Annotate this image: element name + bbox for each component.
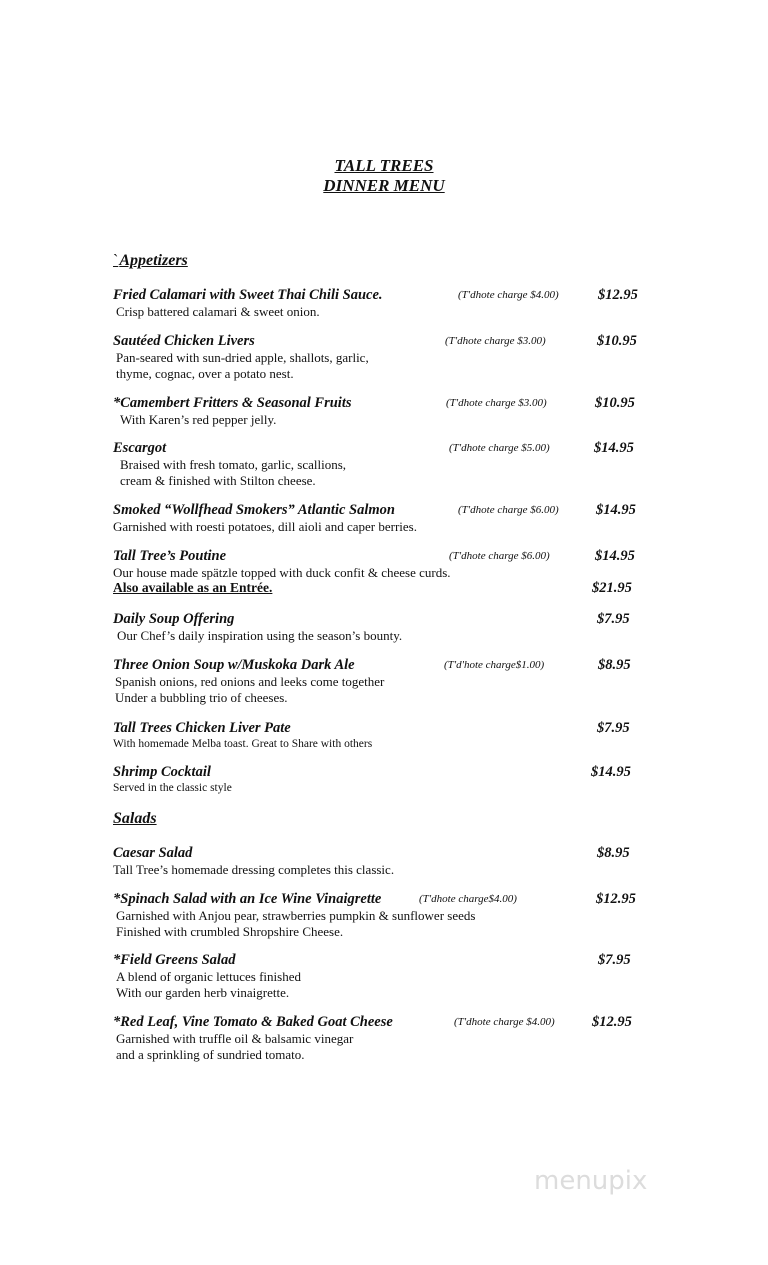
desc-line: Crisp battered calamari & sweet onion. bbox=[116, 304, 320, 319]
item-price: $14.95 bbox=[591, 764, 631, 780]
item-name: *Camembert Fritters & Seasonal Fruits bbox=[113, 395, 352, 411]
item-description bbox=[116, 304, 320, 320]
desc-line: Garnished with truffle oil & balsamic vinegar bbox=[116, 1031, 354, 1046]
item-description bbox=[113, 519, 417, 535]
entree-availability-note: Also available as an Entrée. bbox=[113, 580, 273, 595]
desc-line: A blend of organic lettuces finished bbox=[116, 969, 301, 984]
desc-line: Our house made spätzle topped with duck confit & cheese curds. bbox=[113, 565, 451, 580]
menupix-watermark: menupix bbox=[534, 1166, 648, 1196]
item-name: *Field Greens Salad bbox=[113, 952, 236, 968]
item-name: Tall Tree’s Poutine bbox=[113, 548, 227, 564]
item-price: $12.95 bbox=[596, 891, 636, 907]
item-name: Three Onion Soup w/Muskoka Dark Ale bbox=[113, 657, 355, 673]
item-name: Sautéed Chicken Livers bbox=[113, 333, 255, 349]
item-price: $14.95 bbox=[594, 440, 634, 456]
item-description bbox=[113, 862, 394, 878]
section-heading-text: Salads bbox=[113, 810, 157, 827]
item-description bbox=[113, 565, 451, 581]
item-tdhote-charge: (T'dhote charge $3.00) bbox=[445, 335, 546, 347]
item-description bbox=[120, 457, 346, 488]
menu-title-line2: DINNER MENU bbox=[323, 176, 445, 195]
item-description bbox=[116, 1031, 353, 1062]
item-description bbox=[113, 737, 372, 751]
item-description bbox=[115, 674, 384, 705]
item-tdhote-charge: (T'dhote charge $6.00) bbox=[458, 504, 559, 516]
item-tdhote-charge: (T'dhote charge $4.00) bbox=[454, 1016, 555, 1028]
item-tdhote-charge: (T'd'hote charge$1.00) bbox=[444, 659, 545, 671]
desc-line: Finished with crumbled Shropshire Cheese. bbox=[116, 923, 344, 939]
section-tick-mark: ` bbox=[113, 252, 119, 269]
item-price: $12.95 bbox=[592, 1014, 632, 1030]
desc-line: Braised with fresh tomato, garlic, scallions, bbox=[120, 457, 347, 472]
section-heading-text: Appetizers bbox=[119, 252, 188, 269]
desc-line: Garnished with roesti potatoes, dill aioli and caper berries. bbox=[113, 519, 417, 534]
item-name: Caesar Salad bbox=[113, 845, 193, 861]
item-price: $14.95 bbox=[596, 502, 636, 518]
item-name: Smoked “Wollfhead Smokers” Atlantic Salmon bbox=[113, 502, 395, 518]
desc-line: With our garden herb vinaigrette. bbox=[116, 984, 290, 1000]
desc-line: Under a bubbling trio of cheeses. bbox=[115, 689, 288, 705]
desc-line: Garnished with Anjou pear, strawberries pumpkin & sunflower seeds bbox=[116, 908, 476, 923]
item-price: $14.95 bbox=[595, 548, 635, 564]
item-name: *Spinach Salad with an Ice Wine Vinaigrette bbox=[113, 891, 382, 907]
item-tdhote-charge: (T'dhote charge $4.00) bbox=[458, 289, 559, 301]
desc-line: Our Chef’s daily inspiration using the season’s bounty. bbox=[117, 628, 403, 643]
desc-line: With homemade Melba toast. Great to Share with others bbox=[113, 738, 373, 750]
desc-line: and a sprinkling of sundried tomato. bbox=[116, 1046, 305, 1062]
section-heading-salads bbox=[113, 810, 157, 828]
item-description bbox=[116, 350, 369, 381]
item-price: $7.95 bbox=[597, 720, 630, 736]
desc-line: cream & finished with Stilton cheese. bbox=[120, 472, 316, 488]
item-tdhote-charge: (T'dhote charge $5.00) bbox=[449, 442, 550, 454]
item-description bbox=[113, 781, 232, 795]
desc-line: With Karen’s red pepper jelly. bbox=[120, 412, 277, 427]
section-heading-appetizers bbox=[113, 252, 188, 270]
desc-line: Spanish onions, red onions and leeks come together bbox=[115, 674, 385, 689]
item-price: $10.95 bbox=[597, 333, 637, 349]
item-description bbox=[120, 412, 276, 428]
item-name: Tall Trees Chicken Liver Pate bbox=[113, 720, 291, 736]
item-price: $10.95 bbox=[595, 395, 635, 411]
item-name: Fried Calamari with Sweet Thai Chili Sauce. bbox=[113, 287, 383, 303]
item-name: Shrimp Cocktail bbox=[113, 764, 211, 780]
item-name: Escargot bbox=[113, 440, 167, 456]
item-description bbox=[116, 908, 475, 939]
item-name: Daily Soup Offering bbox=[113, 611, 235, 627]
item-price: $8.95 bbox=[598, 657, 631, 673]
item-tdhote-charge: (T'dhote charge $6.00) bbox=[449, 550, 550, 562]
item-price: $12.95 bbox=[598, 287, 638, 303]
item-name: *Red Leaf, Vine Tomato & Baked Goat Cheese bbox=[113, 1014, 393, 1030]
desc-line: Tall Tree’s homemade dressing completes this classic. bbox=[113, 862, 395, 877]
item-description bbox=[116, 969, 301, 1000]
item-tdhote-charge: (T'dhote charge$4.00) bbox=[419, 893, 517, 905]
desc-line: Pan-seared with sun-dried apple, shallots, garlic, bbox=[116, 350, 369, 365]
item-description bbox=[117, 628, 402, 644]
entree-price: $21.95 bbox=[592, 580, 632, 596]
item-price: $7.95 bbox=[598, 952, 631, 968]
desc-line: Served in the classic style bbox=[113, 782, 232, 794]
item-price: $8.95 bbox=[597, 845, 630, 861]
item-tdhote-charge: (T'dhote charge $3.00) bbox=[446, 397, 547, 409]
menu-title-line1: TALL TREES bbox=[334, 156, 434, 175]
item-price: $7.95 bbox=[597, 611, 630, 627]
desc-line: thyme, cognac, over a potato nest. bbox=[116, 365, 294, 381]
